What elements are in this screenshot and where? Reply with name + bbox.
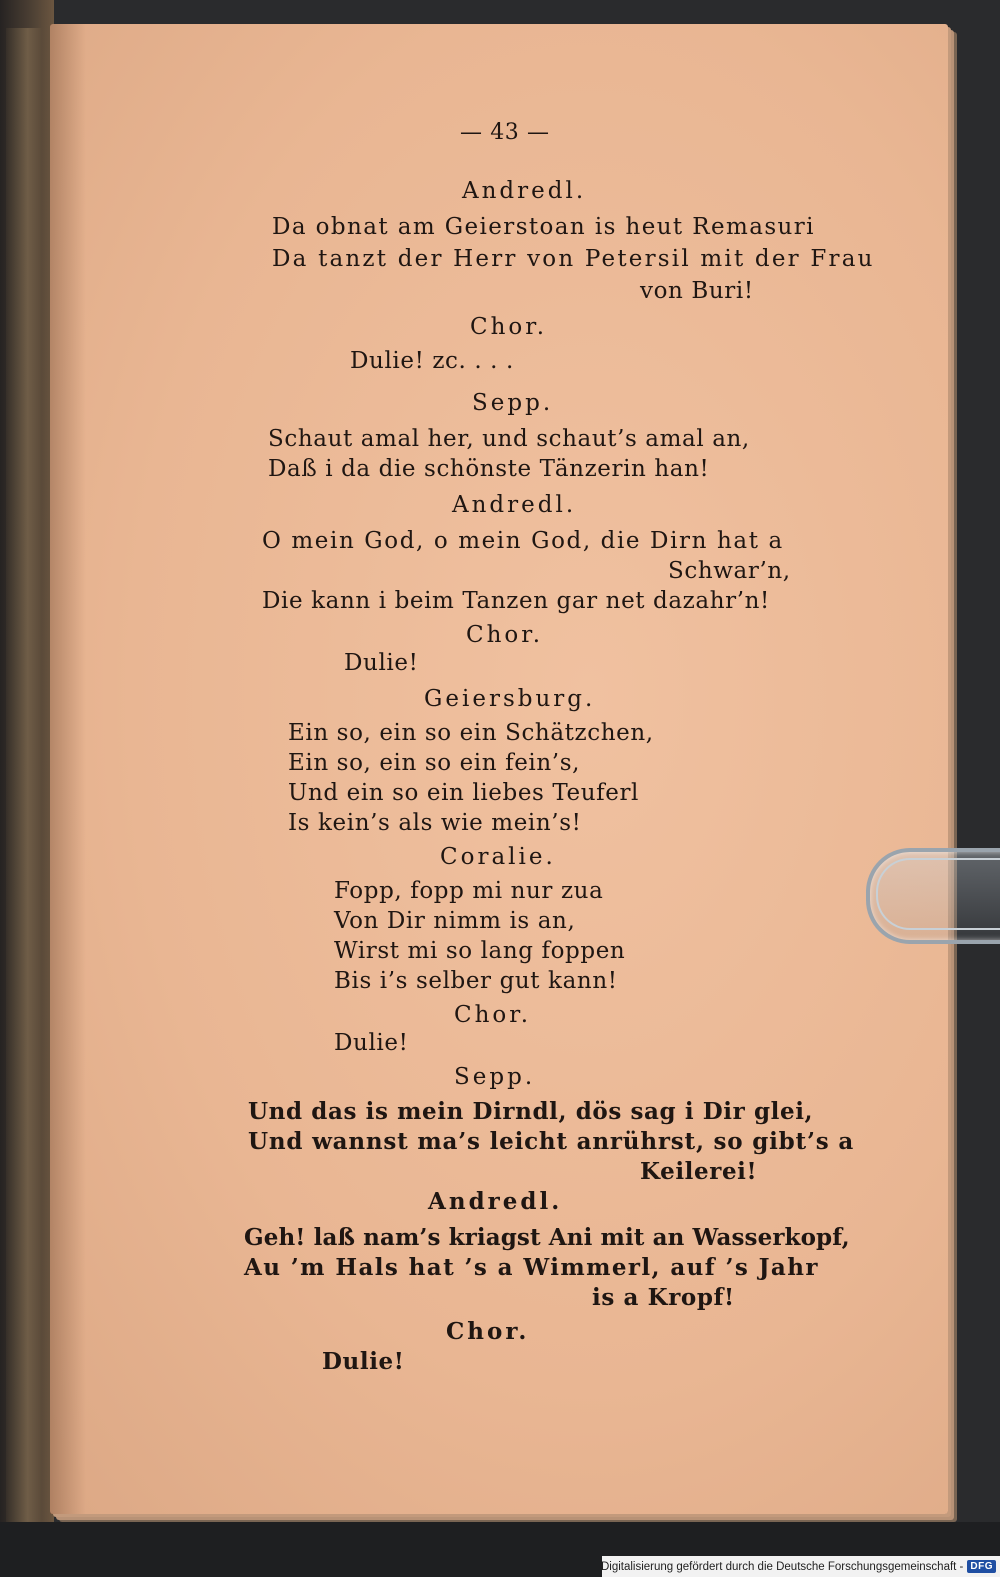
verse-line: Schaut amal her, und schaut’s amal an, — [268, 426, 750, 452]
page-number: — 43 — — [460, 120, 550, 145]
speaker-heading: Coralie. — [440, 844, 556, 870]
verse-line: Da tanzt der Herr von Petersil mit der Frau — [272, 246, 875, 272]
speaker-heading: Andredl. — [462, 178, 587, 204]
verse-line: Da obnat am Geierstoan is heut Remasuri — [272, 214, 815, 240]
book-cover-edge — [0, 0, 54, 1577]
verse-line: Bis i’s selber gut kann! — [334, 968, 618, 994]
paper-clip-inner-wire — [876, 858, 1000, 930]
verse-line: Schwar’n, — [668, 558, 791, 584]
verse-line: Keilerei! — [640, 1158, 758, 1185]
speaker-heading: Andredl. — [452, 492, 577, 518]
verse-line: Wirst mi so lang foppen — [334, 938, 626, 964]
verse-line: Dulie! — [322, 1348, 405, 1375]
verse-line: von Buri! — [640, 278, 754, 304]
verse-line: Die kann i beim Tanzen gar net dazahr’n! — [262, 588, 770, 614]
speaker-heading: Chor. — [470, 314, 548, 340]
verse-line: Dulie! zc. . . . — [350, 348, 514, 374]
verse-line: Und ein so ein liebes Teuferl — [288, 780, 640, 806]
speaker-heading: Chor. — [466, 622, 544, 648]
verse-line: Dulie! — [344, 650, 419, 676]
verse-line: Und das is mein Dirndl, dös sag i Dir glei, — [248, 1098, 814, 1125]
verse-line: Daß i da die schönste Tänzerin han! — [268, 456, 710, 482]
verse-line: Dulie! — [334, 1030, 409, 1056]
spine-shadow — [50, 24, 86, 1514]
cover-spine-texture — [6, 28, 42, 1528]
speaker-heading: Geiersburg. — [424, 686, 596, 712]
verse-line: Geh! laß nam’s kriagst Ani mit an Wasserkopf, — [244, 1224, 850, 1251]
verse-line: is a Kropf! — [592, 1284, 735, 1311]
verse-line: Und wannst ma’s leicht anrührst, so gibt’s a — [248, 1128, 855, 1155]
speaker-heading: Chor. — [454, 1002, 532, 1028]
dfg-logo-icon: DFG — [967, 1560, 996, 1573]
speaker-heading: Sepp. — [472, 390, 554, 416]
speaker-heading: Andredl. — [428, 1188, 563, 1215]
verse-line: Ein so, ein so ein fein’s, — [288, 750, 581, 776]
speaker-heading: Sepp. — [454, 1064, 536, 1090]
speaker-heading: Chor. — [446, 1318, 530, 1345]
digitization-credit — [602, 1556, 1000, 1577]
credit-text: Digitalisierung gefördert durch die Deutsche Forschungsgemeinschaft - — [600, 1560, 964, 1573]
verse-line: Ein so, ein so ein Schätzchen, — [288, 720, 654, 746]
verse-line: Au ’m Hals hat ’s a Wimmerl, auf ’s Jahr — [244, 1254, 819, 1281]
verse-line: O mein God, o mein God, die Dirn hat a — [262, 528, 784, 554]
verse-line: Fopp, fopp mi nur zua — [334, 878, 604, 904]
verse-line: Von Dir nimm is an, — [334, 908, 576, 934]
verse-line: Is kein’s als wie mein’s! — [288, 810, 582, 836]
